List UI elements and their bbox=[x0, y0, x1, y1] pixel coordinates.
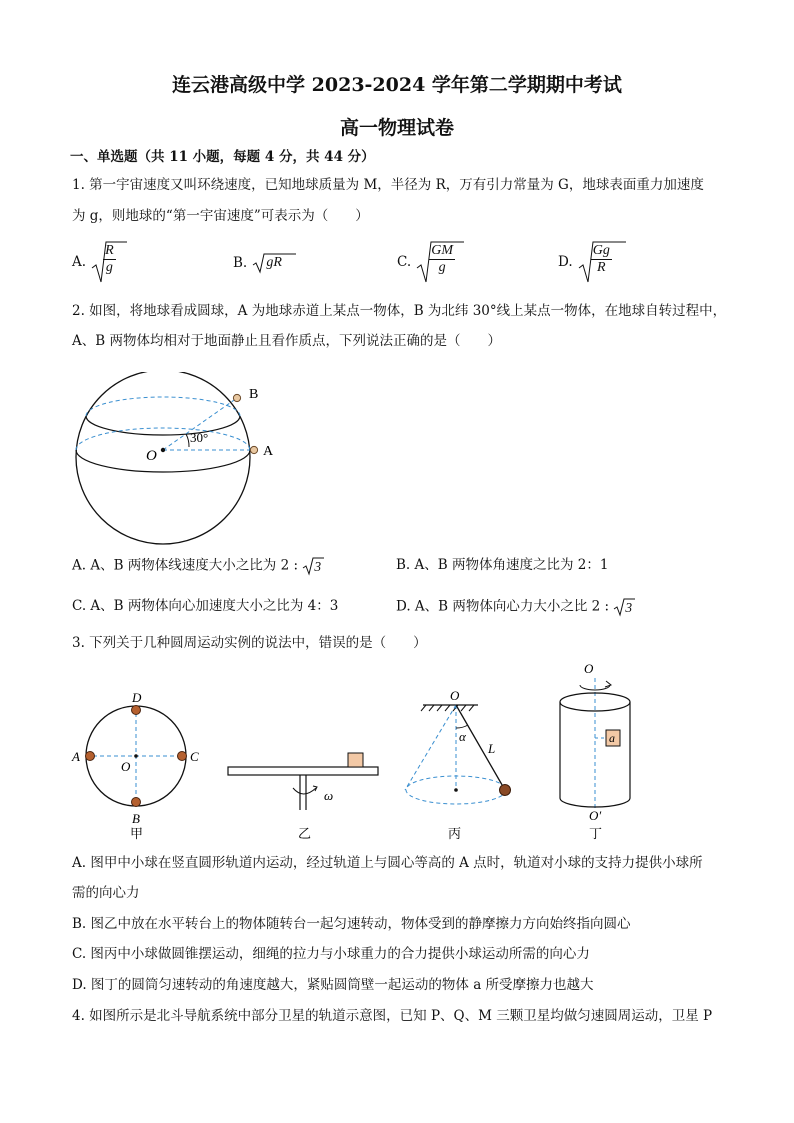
ding-label-oprime: O′ bbox=[589, 808, 602, 823]
center-dot bbox=[161, 448, 165, 452]
q1-option-d-frac bbox=[591, 243, 612, 276]
figure-bing bbox=[405, 688, 511, 841]
angle-arc bbox=[186, 434, 189, 447]
q1-line2: 为 g，则地球的“第一宇宙速度”可表示为（ ） bbox=[72, 208, 369, 224]
frac-den: R bbox=[597, 260, 606, 275]
q1-option-c-frac bbox=[429, 243, 455, 276]
q1-option-a bbox=[72, 240, 135, 284]
frac-den: g bbox=[438, 260, 446, 275]
q2-option-b: B. A、B 两物体角速度之比为 2：1 bbox=[396, 557, 609, 573]
q1-option-d-label: D. bbox=[558, 254, 573, 270]
jia-ball-b bbox=[132, 798, 141, 807]
figure-ding bbox=[560, 661, 630, 841]
sqrt-icon bbox=[252, 252, 306, 274]
figure-jia bbox=[71, 690, 199, 841]
exam-title: 连云港高级中学 2023-2024 学年第二学期期中考试 bbox=[172, 74, 622, 96]
q2-option-d bbox=[396, 597, 647, 617]
yi-rotation-arrow bbox=[293, 788, 316, 794]
yi-turntable bbox=[228, 767, 378, 775]
sqrt-icon bbox=[302, 556, 336, 576]
bing-label-alpha: α bbox=[459, 729, 466, 744]
frac-num: R bbox=[105, 243, 114, 258]
q3-figures bbox=[68, 660, 728, 845]
point-b-dot bbox=[233, 394, 240, 401]
q3-line1: 3. 下列关于几种圆周运动实例的说法中，错误的是（ ） bbox=[72, 635, 427, 651]
bing-hatch bbox=[421, 705, 474, 711]
ding-label-a: a bbox=[609, 731, 615, 745]
q2-sphere-figure bbox=[68, 372, 298, 547]
angle-label: 30° bbox=[190, 430, 209, 445]
radicand: 3 bbox=[625, 600, 633, 615]
bing-angle-arc bbox=[456, 725, 468, 728]
q3-option-a-line1: A. 图甲中小球在竖直圆形轨道内运动，经过轨道上与圆心等高的 A 点时，轨道对小球的支持力提供小球所 bbox=[72, 855, 703, 871]
bing-center bbox=[454, 788, 458, 792]
q1-option-b-label: B. bbox=[233, 255, 248, 271]
jia-ball-c bbox=[178, 752, 187, 761]
ding-caption: 丁 bbox=[589, 826, 603, 841]
frac-den: g bbox=[105, 260, 113, 275]
jia-label-c: C bbox=[190, 749, 199, 764]
jia-ball-a bbox=[86, 752, 95, 761]
q1-line1: 1. 第一宇宙速度又叫环绕速度，已知地球质量为 M，半径为 R，万有引力常量为 G，地球表面重力加速度 bbox=[72, 177, 704, 193]
jia-caption: 甲 bbox=[130, 826, 144, 841]
q2-line1: 2. 如图，将地球看成圆球，A 为地球赤道上某点一物体，B 为北纬 30°线上某点一物体，在地球自转过程中， bbox=[72, 303, 727, 319]
figure-yi bbox=[228, 753, 378, 841]
label-b: B bbox=[249, 387, 259, 402]
point-a-dot bbox=[250, 446, 257, 453]
q3-option-c: C. 图丙中小球做圆锥摆运动，细绳的拉力与小球重力的合力提供小球运动所需的向心力 bbox=[72, 946, 590, 962]
jia-ball-d bbox=[132, 706, 141, 715]
sphere-outline bbox=[76, 372, 250, 544]
q1-option-b-expr: gR bbox=[266, 255, 282, 270]
jia-label-o: O bbox=[121, 759, 131, 774]
q1-option-c-label: C. bbox=[397, 254, 412, 270]
ding-label-o: O bbox=[584, 661, 594, 676]
equator-back-arc bbox=[76, 428, 250, 450]
sqrt-icon bbox=[578, 240, 632, 284]
label-o: O bbox=[146, 448, 157, 464]
latitude-front-arc bbox=[86, 416, 240, 435]
sqrt-icon bbox=[416, 240, 470, 284]
q1-option-b bbox=[233, 252, 306, 274]
jia-center bbox=[134, 754, 138, 758]
q2-option-d-text: D. A、B 两物体向心力大小之比 2 : bbox=[396, 598, 614, 615]
yi-caption: 乙 bbox=[298, 826, 312, 841]
bing-cone-left bbox=[405, 705, 456, 790]
yi-block bbox=[348, 753, 363, 767]
bing-string bbox=[456, 705, 505, 790]
radicand: 3 bbox=[314, 559, 322, 574]
yi-omega-label: ω bbox=[324, 788, 334, 803]
equator-front-arc bbox=[76, 450, 250, 472]
q3-option-b: B. 图乙中放在水平转台上的物体随转台一起匀速转动，物体受到的静摩擦力方向始终指向圆心 bbox=[72, 916, 631, 932]
latitude-back-arc bbox=[86, 397, 240, 416]
q1-option-d bbox=[558, 240, 632, 284]
frac-num: Gg bbox=[592, 243, 610, 258]
exam-subtitle: 高一物理试卷 bbox=[339, 117, 454, 139]
q2-option-c: C. A、B 两物体向心加速度大小之比为 4：3 bbox=[72, 598, 339, 614]
label-a: A bbox=[263, 444, 274, 459]
bing-label-l: L bbox=[488, 741, 496, 756]
q2-option-a bbox=[72, 556, 336, 576]
frac-num: GM bbox=[431, 243, 454, 258]
sqrt-icon bbox=[91, 240, 135, 284]
q2-option-a-text: A. A、B 两物体线速度大小之比为 2 : bbox=[72, 557, 303, 574]
q2-line2: A、B 两物体均相对于地面静止且看作质点，下列说法正确的是（ ） bbox=[72, 333, 501, 349]
q3-option-a-line2: 需的向心力 bbox=[72, 885, 140, 901]
bing-ball bbox=[500, 785, 511, 796]
bing-caption: 丙 bbox=[448, 826, 462, 841]
jia-label-d: D bbox=[132, 690, 142, 705]
q3-option-d: D. 图丁的圆筒匀速转动的角速度越大，紧贴圆筒壁一起运动的物体 a 所受摩擦力也越大 bbox=[72, 977, 594, 993]
bing-label-o: O bbox=[450, 688, 460, 703]
q1-option-c bbox=[397, 240, 470, 284]
q1-option-a-label: A. bbox=[72, 254, 87, 270]
jia-label-a: A bbox=[72, 749, 80, 764]
jia-label-b: B bbox=[132, 811, 140, 826]
q1-option-a-frac bbox=[103, 243, 116, 276]
q4-line1: 4. 如图所示是北斗导航系统中部分卫星的轨道示意图，已知 P、Q、M 三颗卫星均做匀速圆周运动，卫星 P bbox=[72, 1008, 713, 1024]
sqrt-icon bbox=[613, 597, 647, 617]
section-heading: 一、单选题（共 11 小题，每题 4 分，共 44 分） bbox=[70, 149, 375, 165]
